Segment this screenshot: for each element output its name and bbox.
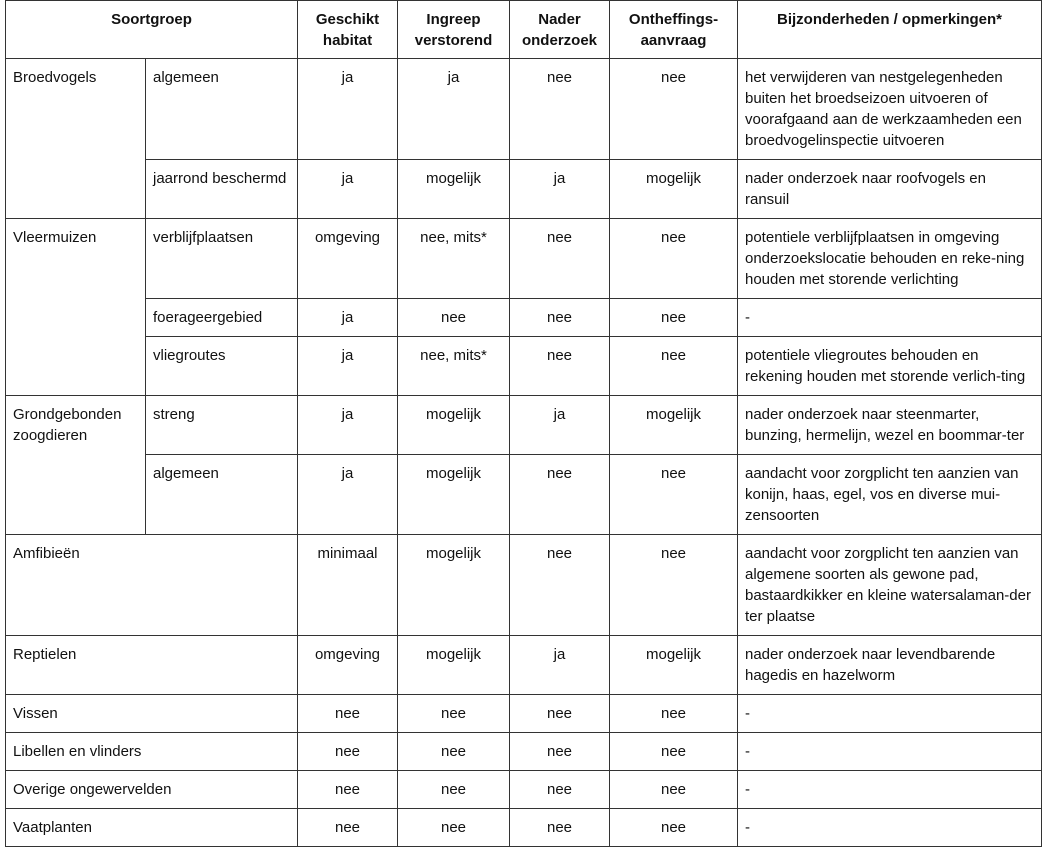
- nader-cell: nee: [510, 535, 610, 636]
- table-row: [6, 160, 1042, 219]
- ontheffing-cell: nee: [610, 219, 738, 299]
- ontheffing-cell: nee: [610, 455, 738, 535]
- habitat-cell: minimaal: [298, 535, 398, 636]
- nader-cell: nee: [510, 809, 610, 847]
- ontheffing-cell: nee: [610, 535, 738, 636]
- table-row: [6, 809, 1042, 847]
- header-ontheffingsaanvraag: Ontheffings- aanvraag: [610, 1, 738, 59]
- ingreep-cell: mogelijk: [398, 535, 510, 636]
- species-table: [5, 0, 1042, 847]
- habitat-cell: nee: [298, 809, 398, 847]
- group-cell: Vissen: [6, 695, 298, 733]
- header-nader-onderzoek: Nader onderzoek: [510, 1, 610, 59]
- header-soortgroep: Soortgroep: [6, 1, 298, 59]
- habitat-cell: ja: [298, 396, 398, 455]
- opmerking-cell: potentiele vliegroutes behouden en rekening houden met storende verlich-ting: [738, 337, 1042, 396]
- opmerking-cell: aandacht voor zorgplicht ten aanzien van algemene soorten als gewone pad, bastaardkikker en kleine watersalaman-der ter plaatse: [738, 535, 1042, 636]
- nader-cell: nee: [510, 455, 610, 535]
- table-row: [6, 636, 1042, 695]
- group-cell: Grondgebonden zoogdieren: [6, 396, 146, 535]
- habitat-cell: ja: [298, 337, 398, 396]
- species-table-container: [5, 0, 1042, 847]
- opmerking-cell: aandacht voor zorgplicht ten aanzien van konijn, haas, egel, vos en diverse mui-zensoorten: [738, 455, 1042, 535]
- subgroup-cell: jaarrond beschermd: [146, 160, 298, 219]
- opmerking-cell: -: [738, 733, 1042, 771]
- table-row: [6, 59, 1042, 160]
- habitat-cell: nee: [298, 695, 398, 733]
- table-row: [6, 535, 1042, 636]
- table-row: [6, 396, 1042, 455]
- table-row: [6, 455, 1042, 535]
- subgroup-cell: verblijfplaatsen: [146, 219, 298, 299]
- ingreep-cell: nee: [398, 771, 510, 809]
- subgroup-cell: vliegroutes: [146, 337, 298, 396]
- header-ingreep-verstorend: Ingreep verstorend: [398, 1, 510, 59]
- opmerking-cell: nader onderzoek naar steenmarter, bunzing, hermelijn, wezel en boommar-ter: [738, 396, 1042, 455]
- ontheffing-cell: mogelijk: [610, 160, 738, 219]
- habitat-cell: ja: [298, 299, 398, 337]
- ontheffing-cell: nee: [610, 337, 738, 396]
- table-row: [6, 337, 1042, 396]
- ontheffing-cell: nee: [610, 733, 738, 771]
- ingreep-cell: nee: [398, 299, 510, 337]
- ontheffing-cell: nee: [610, 771, 738, 809]
- ingreep-cell: mogelijk: [398, 455, 510, 535]
- nader-cell: nee: [510, 695, 610, 733]
- habitat-cell: nee: [298, 733, 398, 771]
- ontheffing-cell: mogelijk: [610, 396, 738, 455]
- ingreep-cell: ja: [398, 59, 510, 160]
- ingreep-cell: nee, mits*: [398, 219, 510, 299]
- nader-cell: ja: [510, 396, 610, 455]
- ontheffing-cell: mogelijk: [610, 636, 738, 695]
- group-cell: Amfibieën: [6, 535, 298, 636]
- opmerking-cell: het verwijderen van nestgelegenheden buiten het broedseizoen uitvoeren of voorafgaand aan de werkzaamheden een broedvogelinspectie uitvoeren: [738, 59, 1042, 160]
- nader-cell: nee: [510, 733, 610, 771]
- group-cell: Reptielen: [6, 636, 298, 695]
- nader-cell: nee: [510, 337, 610, 396]
- group-cell: Overige ongewervelden: [6, 771, 298, 809]
- nader-cell: nee: [510, 299, 610, 337]
- habitat-cell: ja: [298, 455, 398, 535]
- group-cell: Libellen en vlinders: [6, 733, 298, 771]
- subgroup-cell: foerageergebied: [146, 299, 298, 337]
- ingreep-cell: nee, mits*: [398, 337, 510, 396]
- ontheffing-cell: nee: [610, 59, 738, 160]
- ingreep-cell: nee: [398, 695, 510, 733]
- subgroup-cell: algemeen: [146, 455, 298, 535]
- opmerking-cell: -: [738, 809, 1042, 847]
- group-cell: Vaatplanten: [6, 809, 298, 847]
- header-row: [6, 1, 1042, 59]
- ontheffing-cell: nee: [610, 695, 738, 733]
- table-row: [6, 695, 1042, 733]
- habitat-cell: nee: [298, 771, 398, 809]
- ingreep-cell: mogelijk: [398, 160, 510, 219]
- nader-cell: nee: [510, 219, 610, 299]
- table-row: [6, 219, 1042, 299]
- ingreep-cell: nee: [398, 733, 510, 771]
- ingreep-cell: mogelijk: [398, 396, 510, 455]
- opmerking-cell: -: [738, 771, 1042, 809]
- habitat-cell: omgeving: [298, 219, 398, 299]
- ingreep-cell: nee: [398, 809, 510, 847]
- subgroup-cell: streng: [146, 396, 298, 455]
- habitat-cell: omgeving: [298, 636, 398, 695]
- opmerking-cell: nader onderzoek naar levendbarende hagedis en hazelworm: [738, 636, 1042, 695]
- table-row: [6, 299, 1042, 337]
- header-bijzonderheden: Bijzonderheden / opmerkingen*: [738, 1, 1042, 59]
- nader-cell: ja: [510, 160, 610, 219]
- opmerking-cell: -: [738, 299, 1042, 337]
- ontheffing-cell: nee: [610, 809, 738, 847]
- subgroup-cell: algemeen: [146, 59, 298, 160]
- habitat-cell: ja: [298, 160, 398, 219]
- nader-cell: nee: [510, 771, 610, 809]
- habitat-cell: ja: [298, 59, 398, 160]
- nader-cell: nee: [510, 59, 610, 160]
- opmerking-cell: potentiele verblijfplaatsen in omgeving onderzoekslocatie behouden en reke-ning houden met storende verlichting: [738, 219, 1042, 299]
- ingreep-cell: mogelijk: [398, 636, 510, 695]
- opmerking-cell: nader onderzoek naar roofvogels en ransuil: [738, 160, 1042, 219]
- opmerking-cell: -: [738, 695, 1042, 733]
- table-row: [6, 771, 1042, 809]
- group-cell: Broedvogels: [6, 59, 146, 219]
- nader-cell: ja: [510, 636, 610, 695]
- header-geschikt-habitat: Geschikt habitat: [298, 1, 398, 59]
- table-row: [6, 733, 1042, 771]
- group-cell: Vleermuizen: [6, 219, 146, 396]
- ontheffing-cell: nee: [610, 299, 738, 337]
